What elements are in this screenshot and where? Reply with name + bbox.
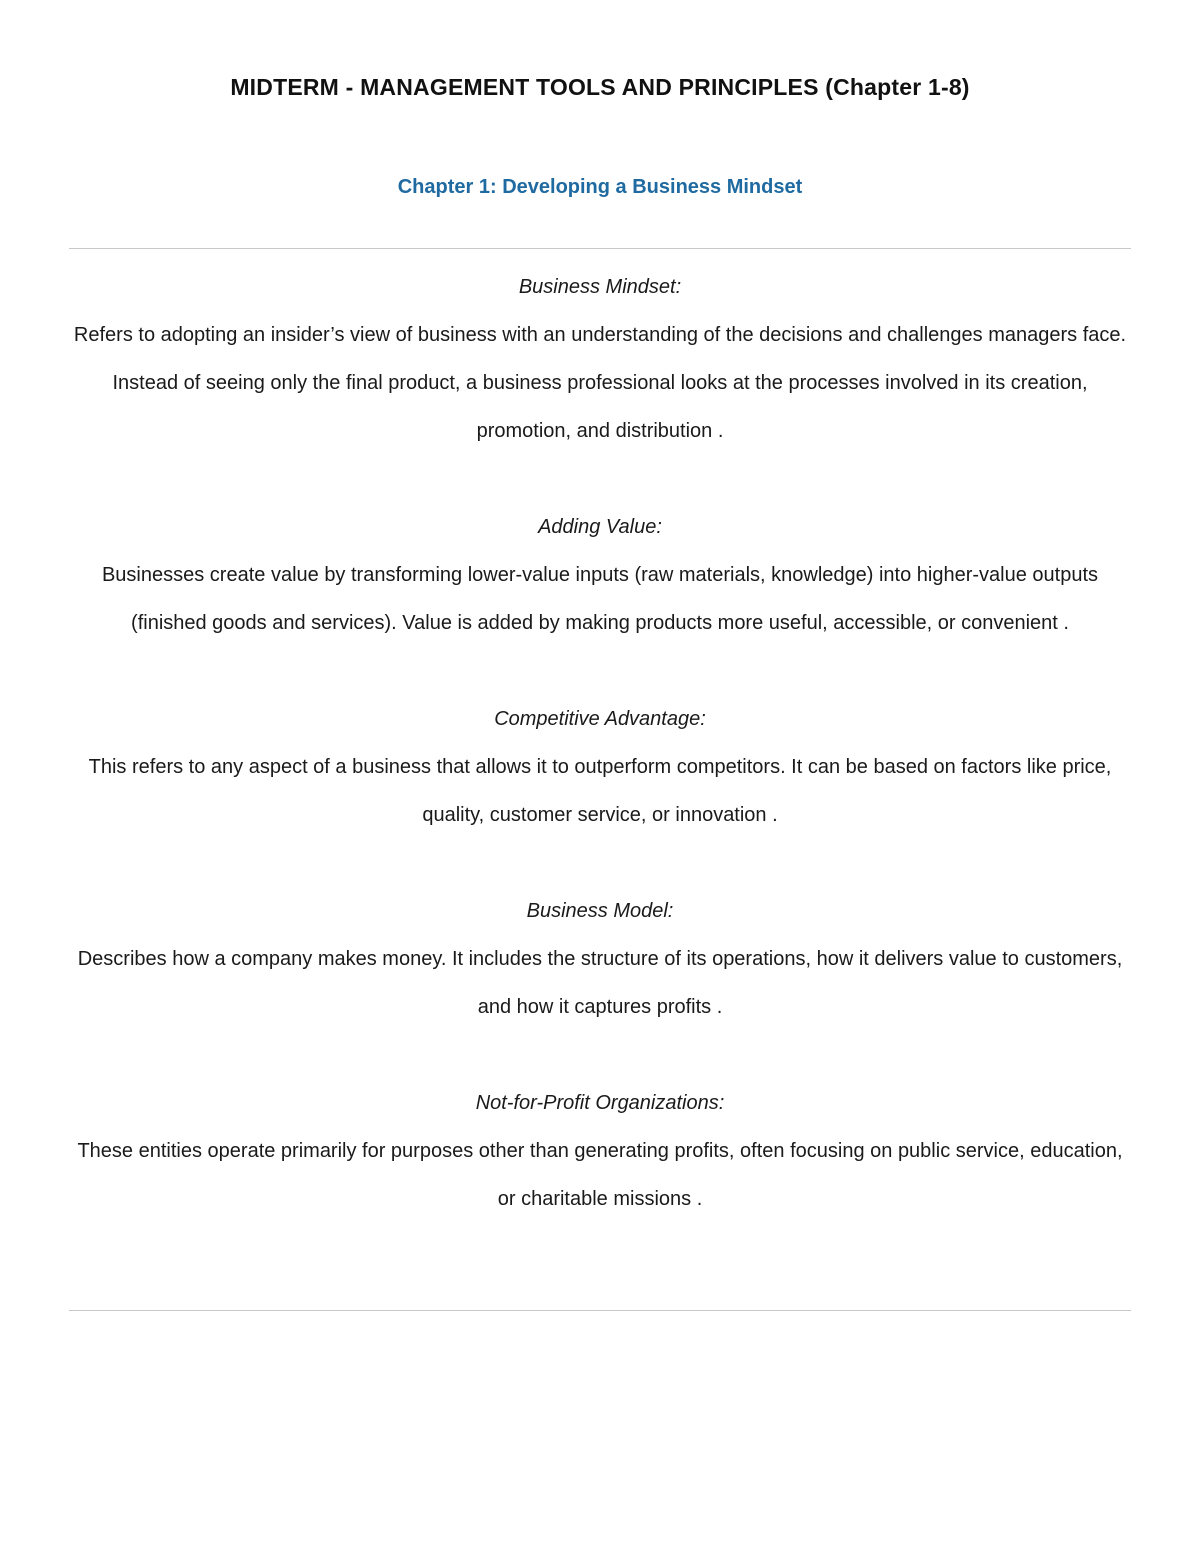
definition-section-adding-value [66, 503, 1134, 647]
definition-text: Refers to adopting an insider’s view of business with an understanding of the decisions and challenges managers face. Instead of seeing only the final product, a business professional looks at the processes involved in its creation, promotion, and distribution . [73, 324, 1127, 442]
term-heading: Not-for-Profit Organizations: [475, 1092, 725, 1114]
definition-section-not-for-profit [66, 1079, 1134, 1223]
top-divider [69, 248, 1131, 249]
definition-text: Businesses create value by transforming lower-value inputs (raw materials, knowledge) into higher-value outputs (finished goods and services). Value is added by making products more useful, accessible, or convenient . [101, 564, 1099, 634]
definition-section-business-model [66, 887, 1134, 1031]
document-title: MIDTERM - MANAGEMENT TOOLS AND PRINCIPLES (Chapter 1-8) [230, 74, 970, 100]
definition-text: These entities operate primarily for purposes other than generating profits, often focusing on public service, education, or charitable missions . [77, 1140, 1123, 1210]
bottom-divider [69, 1310, 1131, 1311]
definition-text: This refers to any aspect of a business that allows it to outperform competitors. It can be based on factors like price, quality, customer service, or innovation . [88, 756, 1112, 826]
term-heading: Adding Value: [538, 516, 662, 538]
term-heading: Competitive Advantage: [494, 708, 706, 730]
definition-section-business-mindset [66, 263, 1134, 455]
chapter-heading: Chapter 1: Developing a Business Mindset [397, 176, 803, 198]
definition-section-competitive-advantage [66, 695, 1134, 839]
term-heading: Business Model: [526, 900, 674, 922]
definition-text: Describes how a company makes money. It includes the structure of its operations, how it delivers value to customers, and how it captures profits . [77, 948, 1123, 1018]
term-heading: Business Mindset: [518, 276, 682, 298]
definitions-list [66, 263, 1134, 1271]
